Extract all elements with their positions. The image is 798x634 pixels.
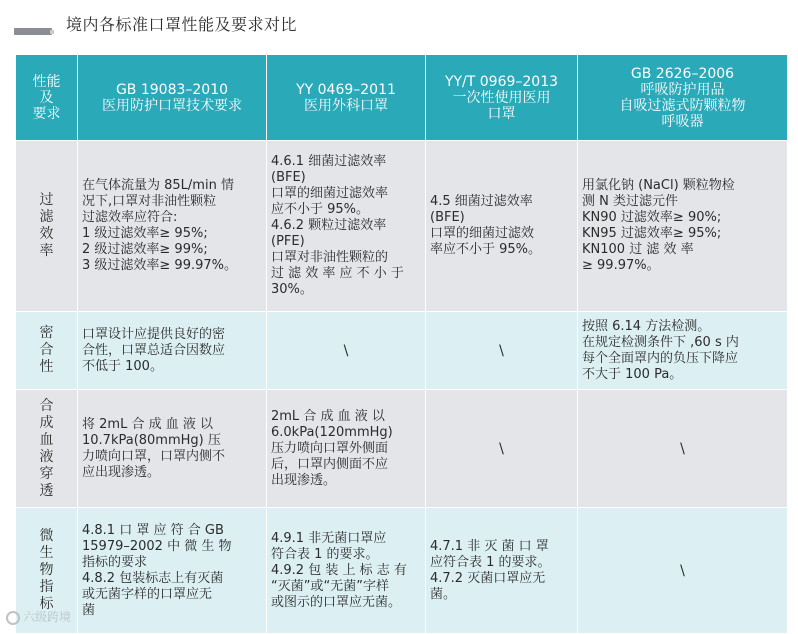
row-label-synthetic-blood-line: 穿 [39,465,54,482]
header-yy0469 [267,55,426,141]
cell-microbial-yy0469-line: 4.9.1 非无菌口罩应 [271,530,387,546]
header-gb19083-line: GB 19083–2010 [115,81,229,98]
cell-microbial-yy0469-line: 4.9.2 包 装 上 标 志 有 [271,562,407,578]
cell-filtration-yy0469-line: 4.6.2 颗粒过滤效率 [271,218,387,233]
title-accent-dot [50,30,54,34]
row-filtration-efficiency [16,141,788,312]
row-label-synthetic-blood-line: 成 [39,414,54,431]
row-label-microbial-line: 指 [39,579,54,595]
row-label-fit-line: 合 [39,342,54,358]
header-yyt0969-line: 一次性使用医用 [452,89,551,106]
cell-fit-gb2626-line: 每个全面罩内的负压下降应 [582,350,739,366]
cell-blood-yy0469-line: 后，口罩内侧面不应 [271,456,389,472]
cell-blood-yy0469-line: 6.0kPa(120mmHg) [271,424,393,440]
cell-fit-gb19083-line: 口罩设计应提供良好的密 [82,326,226,342]
header-yyt0969 [426,55,578,141]
header-gb2626-line: 呼吸防护用品 [640,81,725,98]
cell-filtration-yyt0969-line: 率应不小于 95%。 [430,242,542,257]
cell-microbial-gb19083-line: 或无菌字样的口罩应无 [82,586,213,602]
header-gb19083-line: 医用防护口罩技术要求 [102,97,242,114]
cell-filtration-gb19083-line: 1 级过滤效率≥ 95%; [82,226,208,241]
row-label-fit-line: 性 [39,359,54,375]
cell-fit-gb2626-line: 按照 6.14 方法检测。 [582,318,711,334]
cell-filtration-gb19083-line: 在气体流量为 85L/min 情 [82,178,234,193]
row-label-synthetic-blood-line: 液 [39,448,54,465]
row-synthetic-blood [16,390,788,508]
cell-filtration-yy0469-line: 口罩的细菌过滤效率 [271,186,389,201]
row-label-fit [16,312,78,390]
row-label-microbial-line: 物 [39,562,54,578]
cell-fit-gb19083-line: 不低于 100。 [82,358,163,374]
row-label-filtration-line: 效 [39,226,54,242]
cell-filtration-yy0469-line: 过 滤 效 率 应 不 小 于 [271,266,404,281]
cell-microbial-yy0469 [267,508,426,634]
header-gb2626-line: 自吸过滤式防颗粒物 [619,97,746,114]
cell-fit-gb19083-line: 合性，口罩总适合因数应 [82,342,226,358]
cell-microbial-gb19083 [78,508,267,634]
cell-filtration-yy0469 [267,141,426,312]
cell-fit-gb19083 [78,312,267,390]
cell-blood-yy0469-line: 出现渗透。 [271,472,337,488]
cell-filtration-gb19083-line: 况下,口罩对非油性颗粒 [82,194,217,209]
cell-filtration-gb19083-line: 2 级过滤效率≥ 99%; [82,242,208,257]
cell-fit-gb2626-line: 不大于 100 Pa。 [582,366,683,382]
row-label-filtration-line: 率 [39,243,54,259]
cell-microbial-yyt0969 [426,508,578,634]
cell-blood-gb19083-line: 将 2mL 合 成 血 液 以 [82,416,213,432]
cell-filtration-gb19083-line: 3 级过滤效率≥ 99.97%。 [82,258,237,273]
cell-blood-gb19083-line: 10.7kPa(80mmHg) 压 [82,432,221,448]
cell-blood-yy0469-line: 压力喷向口罩外侧面 [271,440,389,456]
row-label-microbial-line: 标 [39,596,54,612]
cell-filtration-gb2626-line: ≥ 99.97%。 [582,258,660,273]
cell-fit-yy0469: \ [267,312,426,390]
row-label-fit-line: 密 [39,325,54,341]
cell-filtration-gb2626 [578,141,788,312]
watermark-text: 六级跨境 [23,610,72,624]
comparison-table [15,54,788,634]
cell-microbial-yyt0969-line: 菌。 [430,586,457,602]
header-yyt0969-line: YY/T 0969–2013 [444,73,559,90]
cell-filtration-gb19083 [78,141,267,312]
cell-microbial-gb19083-line: 4.8.2 包装标志上有灭菌 [82,570,224,586]
row-label-filtration [16,141,78,312]
cell-filtration-yyt0969-line: (BFE) [430,210,465,225]
header-yy0469-line: 医用外科口罩 [304,97,388,114]
header-yy0469-line: YY 0469–2011 [296,81,396,98]
cell-microbial-yyt0969-line: 应符合表 1 的要求。 [430,554,551,570]
cell-filtration-yy0469-line: 4.6.1 细菌过滤效率 [271,154,387,169]
cell-filtration-yy0469-line: (PFE) [271,234,305,249]
row-microbial [16,508,788,634]
cell-filtration-gb2626-line: KN100 过 滤 效 率 [582,242,694,257]
cell-blood-gb19083-line: 力喷向口罩，口罩内侧不 [82,448,226,464]
header-gb2626 [578,55,788,141]
watermark-logo-icon [6,611,20,625]
cell-blood-gb2626: \ [578,390,788,508]
header-yyt0969-line: 口罩 [487,105,516,122]
cell-fit-gb2626-line: 在规定检测条件下 ,60 s 内 [582,334,739,350]
row-label-synthetic-blood [16,390,78,508]
cell-filtration-gb19083-line: 过滤效率应符合: [82,210,178,225]
cell-microbial-gb19083-line: 菌 [82,602,96,618]
page-title: 境内各标准口罩性能及要求对比 [66,15,298,34]
cell-blood-gb19083-line: 应出现渗透。 [82,464,161,480]
cell-blood-gb19083 [78,390,267,508]
cell-microbial-gb2626: \ [578,508,788,634]
cell-filtration-yy0469-line: 30%。 [271,282,313,297]
cell-filtration-yyt0969-line: 口罩的细菌过滤效 [430,226,535,241]
cell-blood-yy0469 [267,390,426,508]
cell-microbial-gb19083-line: 指标的要求 [82,554,148,570]
cell-fit-gb2626 [578,312,788,390]
cell-microbial-yyt0969-line: 4.7.1 非 灭 菌 口 罩 [430,538,549,554]
cell-microbial-gb19083-line: 4.8.1 口 罩 应 符 合 GB [82,522,224,538]
row-fit [16,312,788,390]
cell-blood-yyt0969: \ [426,390,578,508]
row-label-filtration-line: 滤 [39,209,54,225]
row-label-filtration-line: 过 [39,192,54,208]
title-bar [0,0,798,50]
row-label-microbial-line: 生 [39,545,54,561]
watermark [6,608,71,625]
cell-filtration-gb2626-line: KN95 过滤效率≥ 95%; [582,226,722,241]
header-performance [16,55,78,141]
cell-blood-yy0469-line: 2mL 合 成 血 液 以 [271,408,385,424]
row-label-synthetic-blood-line: 合 [39,397,54,414]
header-performance-line: 要求 [32,105,61,122]
cell-microbial-gb19083-line: 15979–2002 中 微 生 物 [82,538,232,554]
cell-filtration-gb2626-line: 测 N 类过滤元件 [582,194,678,209]
cell-filtration-yyt0969 [426,141,578,312]
header-performance-line: 及 [39,89,54,106]
header-gb2626-line: GB 2626–2006 [630,65,735,82]
row-label-synthetic-blood-line: 透 [39,482,54,499]
cell-filtration-gb2626-line: KN90 过滤效率≥ 90%; [582,210,722,225]
cell-filtration-yy0469-line: 口罩对非油性颗粒的 [271,250,389,265]
cell-microbial-yyt0969-line: 4.7.2 灭菌口罩应无 [430,570,546,586]
header-gb19083 [78,55,267,141]
row-label-microbial-line: 微 [39,528,54,544]
cell-microbial-yy0469-line: “灭菌”或“无菌”字样 [271,578,389,594]
title-accent-bar [14,28,52,35]
header-gb2626-line: 呼吸器 [661,113,704,130]
cell-filtration-gb2626-line: 用氯化钠 (NaCl) 颗粒物检 [582,178,735,193]
row-label-synthetic-blood-line: 血 [39,431,54,448]
cell-microbial-yy0469-line: 符合表 1 的要求。 [271,546,379,562]
header-performance-line: 性能 [32,73,61,90]
cell-filtration-yy0469-line: 应不小于 95%。 [271,202,370,217]
cell-filtration-yy0469-line: (BFE) [271,170,306,185]
cell-filtration-yyt0969-line: 4.5 细菌过滤效率 [430,194,533,209]
header-row [16,55,788,141]
cell-microbial-yy0469-line: 或图示的口罩应无菌。 [271,594,402,610]
cell-fit-yyt0969: \ [426,312,578,390]
